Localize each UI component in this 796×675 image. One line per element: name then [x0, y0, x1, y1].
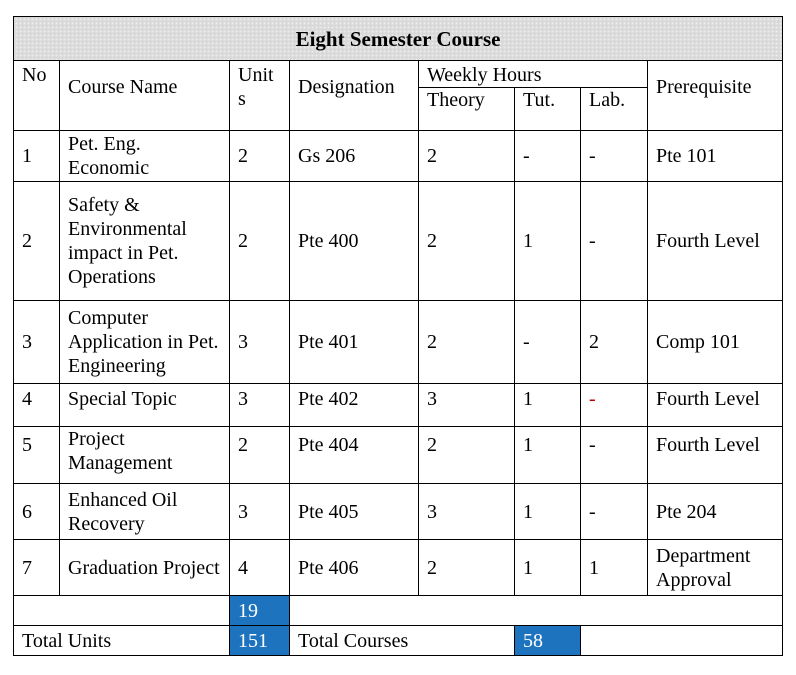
- cell-units: 3: [230, 384, 290, 427]
- total-courses-value: 58: [515, 626, 581, 656]
- empty-cell: [14, 596, 230, 626]
- cell-no: 6: [14, 484, 60, 540]
- table-row: [14, 540, 783, 596]
- cell-units: 2: [230, 427, 290, 484]
- header-course-name: Course Name: [60, 61, 230, 131]
- cell-prereq: Fourth Level: [648, 384, 783, 427]
- cell-tut: 1: [515, 384, 581, 427]
- cell-course: Pet. Eng. Economic: [60, 131, 230, 182]
- cell-theory: 3: [419, 484, 515, 540]
- table-row: [14, 484, 783, 540]
- total-units-value: 151: [230, 626, 290, 656]
- cell-course: Computer Application in Pet. Engineering: [60, 301, 230, 384]
- cell-no: 2: [14, 182, 60, 301]
- semester-units-row: [14, 596, 783, 626]
- empty-cell: [290, 596, 783, 626]
- table-row: [14, 182, 783, 301]
- header-lab: Lab.: [581, 88, 648, 131]
- cell-course: Project Management: [60, 427, 230, 484]
- table-title: Eight Semester Course: [14, 17, 783, 61]
- cell-tut: -: [515, 131, 581, 182]
- cell-tut: 1: [515, 182, 581, 301]
- cell-no: 5: [14, 427, 60, 484]
- course-table: [13, 16, 783, 656]
- header-tut: Tut.: [515, 88, 581, 131]
- cell-designation: Pte 405: [290, 484, 419, 540]
- cell-no: 3: [14, 301, 60, 384]
- cell-lab: -: [581, 131, 648, 182]
- table-row: [14, 427, 783, 484]
- header-no: No: [14, 61, 60, 131]
- totals-row: [14, 626, 783, 656]
- cell-theory: 2: [419, 131, 515, 182]
- cell-units: 3: [230, 301, 290, 384]
- cell-lab: -: [581, 182, 648, 301]
- cell-lab: -: [581, 427, 648, 484]
- cell-theory: 2: [419, 427, 515, 484]
- table-row: [14, 131, 783, 182]
- cell-lab: -: [581, 384, 648, 427]
- cell-designation: Pte 400: [290, 182, 419, 301]
- cell-course: Enhanced Oil Recovery: [60, 484, 230, 540]
- cell-prereq: Pte 204: [648, 484, 783, 540]
- total-courses-label: Total Courses: [290, 626, 515, 656]
- cell-tut: 1: [515, 540, 581, 596]
- cell-lab: 1: [581, 540, 648, 596]
- header-theory: Theory: [419, 88, 515, 131]
- cell-tut: -: [515, 301, 581, 384]
- cell-tut: 1: [515, 427, 581, 484]
- cell-prereq: Fourth Level: [648, 427, 783, 484]
- cell-prereq: Comp 101: [648, 301, 783, 384]
- header-units: Units: [230, 61, 290, 131]
- cell-course: Special Topic: [60, 384, 230, 427]
- cell-units: 2: [230, 131, 290, 182]
- cell-prereq: Department Approval: [648, 540, 783, 596]
- cell-course: Graduation Project: [60, 540, 230, 596]
- header-weekly-hours: Weekly Hours: [419, 61, 648, 88]
- table-row: [14, 301, 783, 384]
- cell-designation: Pte 401: [290, 301, 419, 384]
- cell-lab: -: [581, 484, 648, 540]
- cell-units: 2: [230, 182, 290, 301]
- cell-units: 3: [230, 484, 290, 540]
- header-prerequisite: Prerequisite: [648, 61, 783, 131]
- table-row: [14, 384, 783, 427]
- cell-no: 1: [14, 131, 60, 182]
- cell-no: 4: [14, 384, 60, 427]
- cell-prereq: Pte 101: [648, 131, 783, 182]
- cell-designation: Pte 404: [290, 427, 419, 484]
- cell-theory: 3: [419, 384, 515, 427]
- cell-theory: 2: [419, 301, 515, 384]
- semester-units-value: 19: [230, 596, 290, 626]
- header-designation: Designation: [290, 61, 419, 131]
- cell-theory: 2: [419, 540, 515, 596]
- cell-course: Safety & Environmental impact in Pet. Operations: [60, 182, 230, 301]
- cell-theory: 2: [419, 182, 515, 301]
- cell-units: 4: [230, 540, 290, 596]
- cell-designation: Gs 206: [290, 131, 419, 182]
- cell-designation: Pte 406: [290, 540, 419, 596]
- total-units-label: Total Units: [14, 626, 230, 656]
- cell-designation: Pte 402: [290, 384, 419, 427]
- cell-no: 7: [14, 540, 60, 596]
- empty-cell: [581, 626, 783, 656]
- cell-tut: 1: [515, 484, 581, 540]
- cell-prereq: Fourth Level: [648, 182, 783, 301]
- cell-lab: 2: [581, 301, 648, 384]
